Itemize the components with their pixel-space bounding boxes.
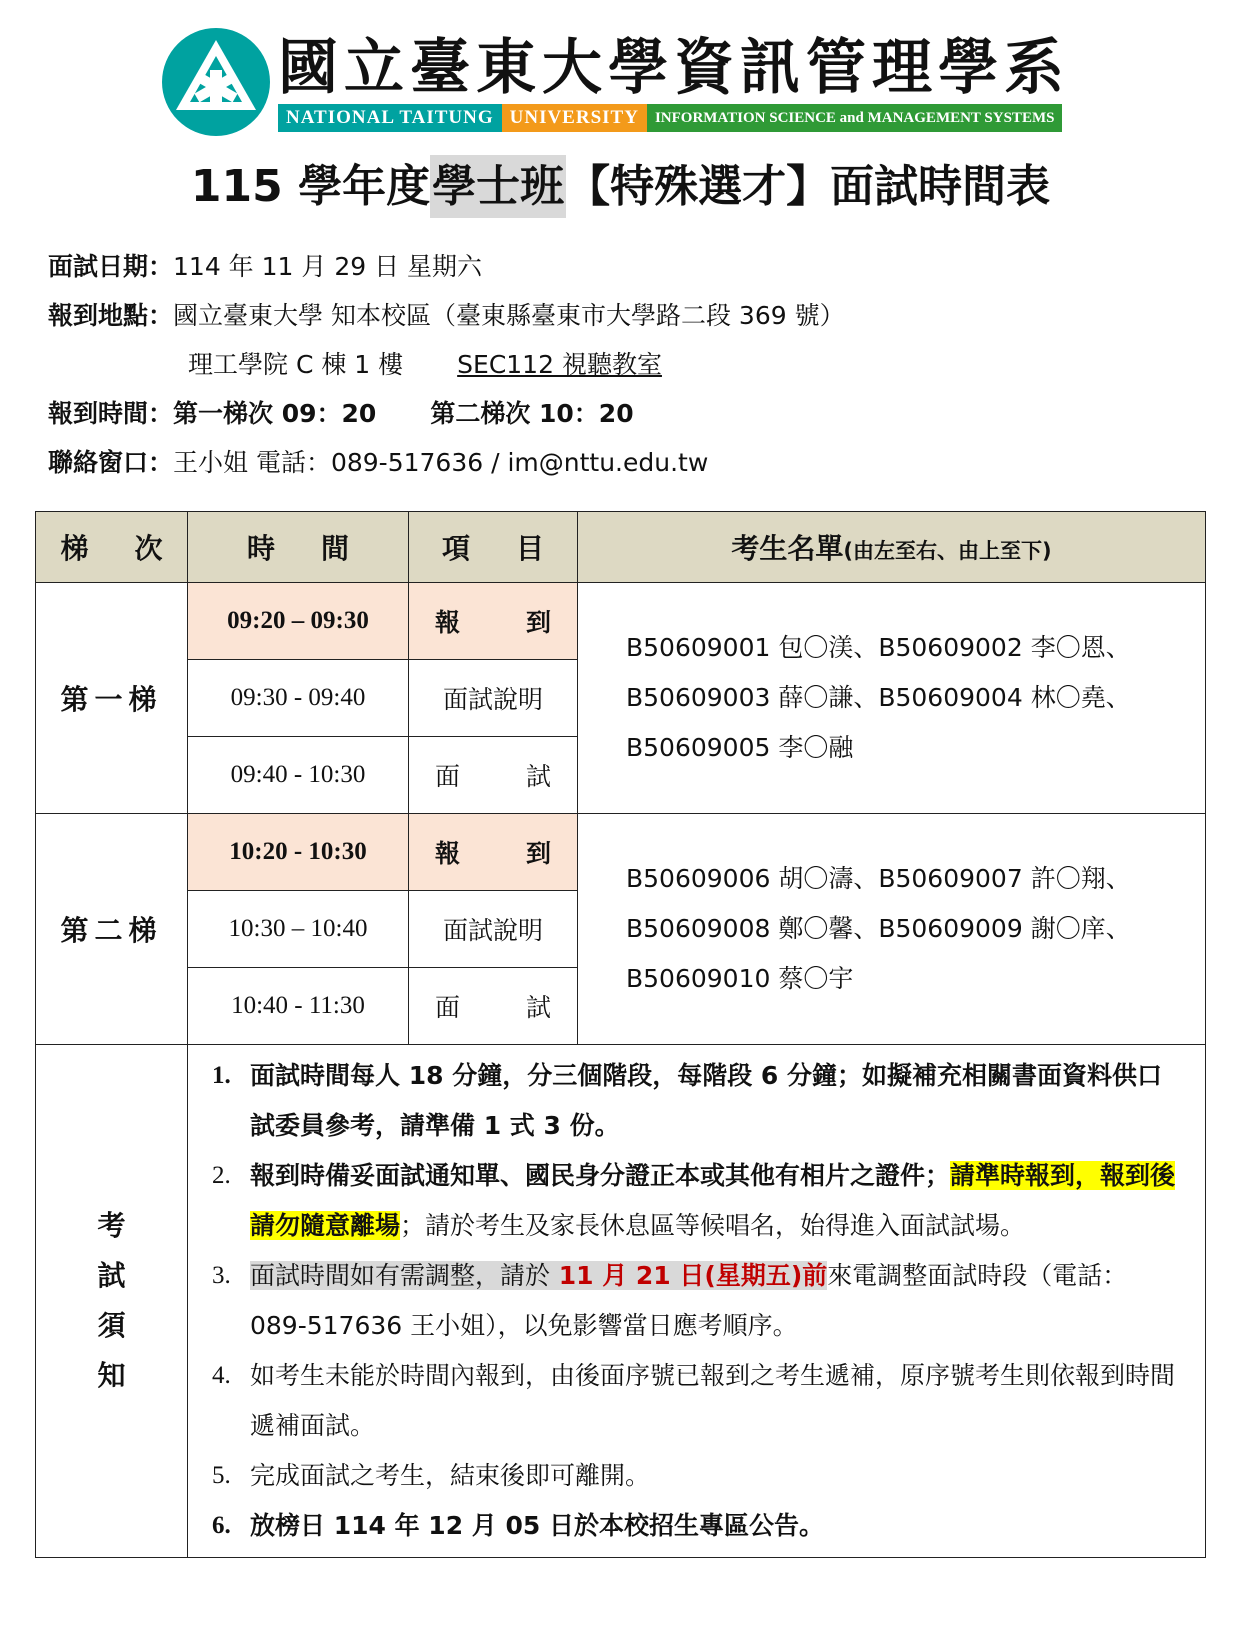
info-place	[48, 291, 845, 340]
date-value: 114 年 11 月 29 日 星期六	[173, 252, 483, 281]
date-label: 面試日期：	[48, 252, 174, 281]
title-highlight: 學士班	[430, 155, 566, 218]
batch-1-item-2: 面試說明	[409, 660, 578, 737]
batch-1-names-line-1: B50609001 包〇渼、B50609002 李〇恩、	[626, 633, 1131, 662]
page-title	[0, 150, 1241, 214]
note-6: 6. 放榜日 114 年 12 月 05 日於本校招生專區公告。	[212, 1511, 824, 1540]
checkin-second: 第二梯次 10：20	[430, 399, 634, 428]
batch-2-time-2: 10:30 – 10:40	[188, 891, 409, 968]
info-block	[48, 242, 845, 487]
checkin-first: 第一梯次 09：20	[173, 399, 377, 428]
batch-1-time-2: 09:30 - 09:40	[188, 660, 409, 737]
title-pre: 115 學年度	[190, 161, 431, 212]
strip-national-taitung: NATIONAL TAITUNG	[278, 104, 502, 132]
note-5: 5. 完成面試之考生，結束後即可離開。	[212, 1461, 651, 1490]
table-row	[36, 814, 1206, 891]
university-name: 國立臺東大學資訊管理學系	[278, 33, 1070, 103]
info-contact	[48, 438, 845, 487]
batch-1-item-1: 報 到	[409, 583, 578, 660]
batch-2-item-3: 面 試	[409, 968, 578, 1045]
batch-2-item-2: 面試說明	[409, 891, 578, 968]
header-batch: 梯 次	[36, 512, 188, 583]
info-date	[48, 242, 845, 291]
place-label: 報到地點：	[48, 301, 174, 330]
batch-2-time-1: 10:20 - 10:30	[188, 814, 409, 891]
note-3: 3. 面試時間如有需調整，請於 11 月 21 日(星期五)前來電調整面試時段（電話：089-517636 王小姐），以免影響當日應考順序。	[212, 1261, 1128, 1340]
info-place-line2	[48, 340, 845, 389]
table-row	[36, 583, 1206, 660]
batch-2-time-3: 10:40 - 11:30	[188, 968, 409, 1045]
contact-value: 王小姐 電話：089-517636 / im@nttu.edu.tw	[173, 448, 709, 477]
batch-1-time-3: 09:40 - 10:30	[188, 737, 409, 814]
batch-2-item-1: 報 到	[409, 814, 578, 891]
batch-1-names-line-3: B50609005 李〇融	[626, 733, 854, 762]
strip-department: INFORMATION SCIENCE and MANAGEMENT SYSTEMS	[647, 104, 1063, 132]
note-1: 1. 面試時間每人 18 分鐘，分三個階段，每階段 6 分鐘；如擬補充相關書面資料供口試委員參考，請準備 1 式 3 份。	[212, 1061, 1163, 1140]
header-item: 項 目	[409, 512, 578, 583]
header-time: 時 間	[188, 512, 409, 583]
notice-row	[36, 1045, 1206, 1558]
info-checkin	[48, 389, 845, 438]
contact-label: 聯絡窗口：	[48, 448, 174, 477]
note-2: 2. 報到時備妥面試通知單、國民身分證正本或其他有相片之證件；請準時報到，報到後請勿隨意離場；請於考生及家長休息區等候唱名，始得進入面試試場。	[212, 1161, 1176, 1240]
table-header-row	[36, 512, 1206, 583]
header-names: 考生名單(由左至右、由上至下)	[578, 512, 1206, 583]
batch-1-item-3: 面 試	[409, 737, 578, 814]
batch-1-names-line-2: B50609003 薛〇謙、B50609004 林〇堯、	[626, 683, 1131, 712]
checkin-label: 報到時間：	[48, 399, 174, 428]
batch-2-names-line-2: B50609008 鄭〇馨、B50609009 謝〇庠、	[626, 914, 1131, 943]
batch-1-time-1: 09:20 – 09:30	[188, 583, 409, 660]
strip-university: UNIVERSITY	[502, 104, 647, 132]
batch-1-names	[578, 583, 1206, 814]
place-value: 國立臺東大學 知本校區（臺東縣臺東市大學路二段 369 號）	[173, 301, 845, 330]
batch-2-label: 第二梯	[36, 814, 188, 1045]
notice-label: 考 試 須 知	[36, 1045, 188, 1558]
batch-2-names-line-3: B50609010 蔡〇宇	[626, 964, 854, 993]
title-post: 【特殊選才】面試時間表	[566, 161, 1051, 212]
batch-1-label: 第一梯	[36, 583, 188, 814]
english-name-strip	[278, 104, 1062, 132]
header	[160, 18, 1080, 136]
notice-list	[188, 1045, 1206, 1558]
batch-2-names	[578, 814, 1206, 1045]
note-4: 4. 如考生未能於時間內報到，由後面序號已報到之考生遞補，原序號考生則依報到時間遞補面試。	[212, 1361, 1176, 1440]
place-room: SEC112 視聽教室	[457, 350, 662, 379]
place-building: 理工學院 C 棟 1 樓	[188, 350, 404, 379]
university-logo-icon	[160, 26, 272, 138]
schedule-table	[35, 511, 1206, 1558]
batch-2-names-line-1: B50609006 胡〇濤、B50609007 許〇翔、	[626, 864, 1131, 893]
